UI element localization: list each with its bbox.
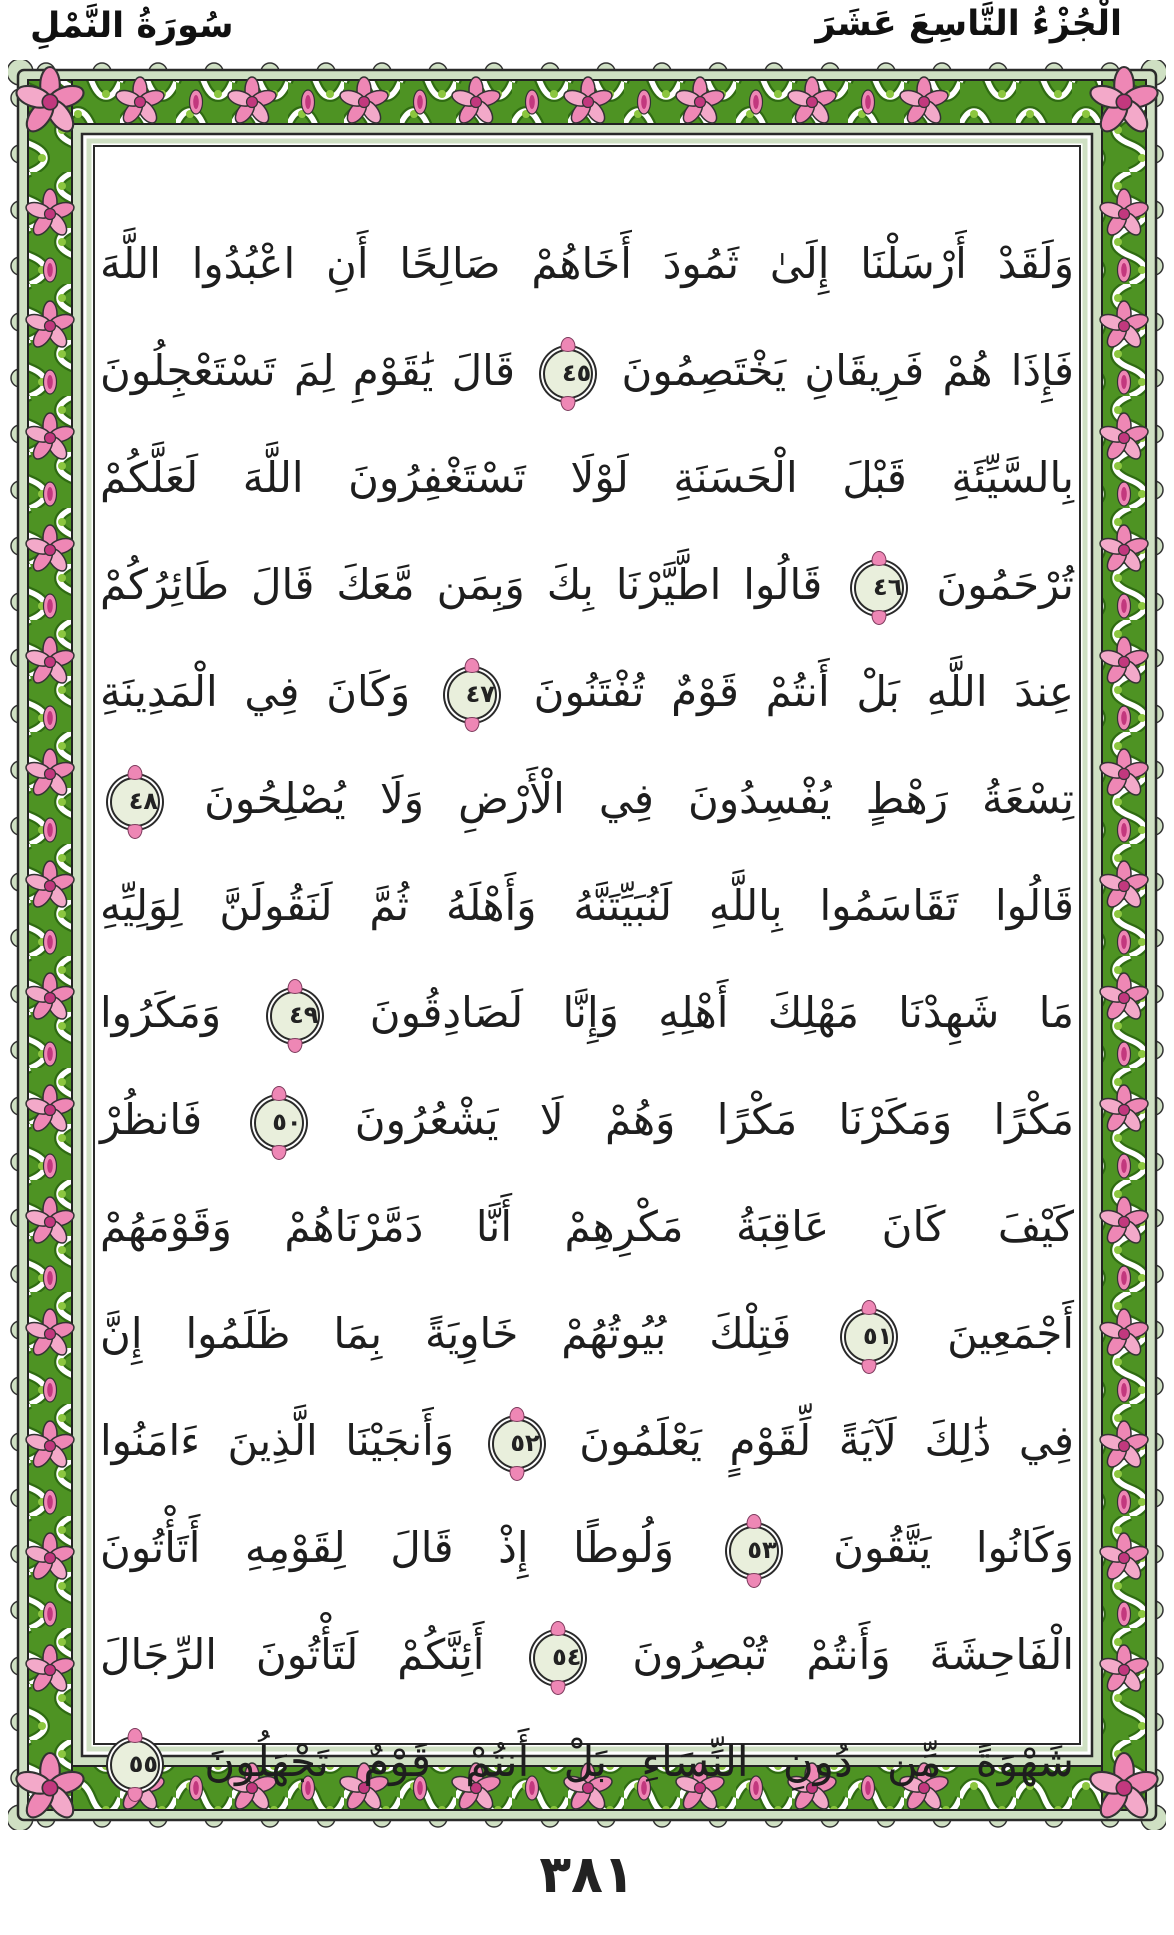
verse-text: شَهْوَةً مِّن دُونِ النِّسَاءِ بَلْ أَنتُمْ قَوْمٌ تَجْهَلُونَ [204, 1737, 1074, 1786]
quran-text-area [100, 210, 1074, 1815]
verse-text: قَالُوا تَقَاسَمُوا بِاللَّهِ لَنُبَيِّتَنَّهُ وَأَهْلَهُ ثُمَّ لَنَقُولَنَّ لِوَلِيِّهِ [100, 881, 1074, 930]
ayah-marker: ٥٥ [110, 1740, 160, 1790]
verse-text: وَكَانَ فِي الْمَدِينَةِ [100, 667, 411, 716]
juz-label: الْجُزْءُ التَّاسِعَ عَشَرَ [815, 4, 1122, 44]
quran-line [100, 1494, 1074, 1601]
quran-line [100, 1173, 1074, 1280]
verse-text: وَلُوطًا إِذْ قَالَ لِقَوْمِهِ أَتَأْتُونَ [100, 1523, 675, 1572]
verse-text: مَكْرًا وَمَكَرْنَا مَكْرًا وَهُمْ لَا يَشْعُرُونَ [354, 1095, 1074, 1144]
ayah-marker: ٥٣ [729, 1526, 779, 1576]
quran-line [100, 424, 1074, 531]
ayah-marker: ٤٦ [854, 563, 904, 613]
ayah-marker: ٤٨ [110, 777, 160, 827]
verse-text: عِندَ اللَّهِ بَلْ أَنتُمْ قَوْمٌ تُفْتَنُونَ [533, 667, 1074, 716]
verse-text: مَا شَهِدْنَا مَهْلِكَ أَهْلِهِ وَإِنَّا لَصَادِقُونَ [369, 988, 1074, 1037]
ayah-marker: ٤٧ [447, 670, 497, 720]
verse-text: أَجْمَعِينَ [947, 1309, 1074, 1358]
verse-text: بِالسَّيِّئَةِ قَبْلَ الْحَسَنَةِ لَوْلَا تَسْتَغْفِرُونَ اللَّهَ لَعَلَّكُمْ [100, 453, 1074, 502]
verse-text: فِي ذَٰلِكَ لَآيَةً لِّقَوْمٍ يَعْلَمُونَ [579, 1416, 1075, 1465]
verse-text: وَمَكَرُوا [100, 988, 222, 1037]
quran-line [100, 1280, 1074, 1387]
verse-text: قَالَ يَٰقَوْمِ لِمَ تَسْتَعْجِلُونَ [100, 346, 516, 395]
verse-text: قَالُوا اطَّيَّرْنَا بِكَ وَبِمَن مَّعَكَ قَالَ طَائِرُكُمْ [100, 560, 823, 609]
quran-line [100, 1601, 1074, 1708]
verse-text: وَكَانُوا يَتَّقُونَ [833, 1523, 1074, 1572]
ayah-marker: ٥١ [844, 1312, 894, 1362]
ayah-marker: ٤٩ [270, 991, 320, 1041]
verse-text: الْفَاحِشَةَ وَأَنتُمْ تُبْصِرُونَ [632, 1630, 1074, 1679]
verse-text: وَلَقَدْ أَرْسَلْنَا إِلَىٰ ثَمُودَ أَخَاهُمْ صَالِحًا أَنِ اعْبُدُوا اللَّهَ [100, 239, 1074, 288]
verse-text: كَيْفَ كَانَ عَاقِبَةُ مَكْرِهِمْ أَنَّا دَمَّرْنَاهُمْ وَقَوْمَهُمْ [100, 1202, 1074, 1251]
verse-text: أَئِنَّكُمْ لَتَأْتُونَ الرِّجَالَ [100, 1630, 485, 1679]
surah-title: سُورَةُ النَّمْلِ [30, 6, 234, 46]
ayah-marker: ٥٠ [254, 1098, 304, 1148]
verse-text: وَأَنجَيْنَا الَّذِينَ ءَامَنُوا [100, 1416, 455, 1465]
ayah-marker: ٥٤ [533, 1633, 583, 1683]
page-number: ٣٨١ [539, 1845, 635, 1905]
verse-text: تُرْحَمُونَ [936, 560, 1074, 609]
quran-line [100, 638, 1074, 745]
quran-line [100, 959, 1074, 1066]
verse-text: فَانظُرْ [100, 1095, 203, 1144]
quran-line [100, 852, 1074, 959]
quran-line [100, 1066, 1074, 1173]
quran-line [100, 531, 1074, 638]
quran-line [100, 1708, 1074, 1815]
quran-line [100, 1387, 1074, 1494]
ayah-marker: ٥٢ [492, 1419, 542, 1469]
quran-line [100, 210, 1074, 317]
verse-text: تِسْعَةُ رَهْطٍ يُفْسِدُونَ فِي الْأَرْضِ وَلَا يُصْلِحُونَ [204, 774, 1074, 823]
ayah-marker: ٤٥ [543, 349, 593, 399]
verse-text: فَإِذَا هُمْ فَرِيقَانِ يَخْتَصِمُونَ [621, 346, 1074, 395]
verse-text: فَتِلْكَ بُيُوتُهُمْ خَاوِيَةً بِمَا ظَلَمُوا إِنَّ [100, 1309, 792, 1358]
quran-line [100, 317, 1074, 424]
quran-line [100, 745, 1074, 852]
page-header [0, 0, 1174, 60]
